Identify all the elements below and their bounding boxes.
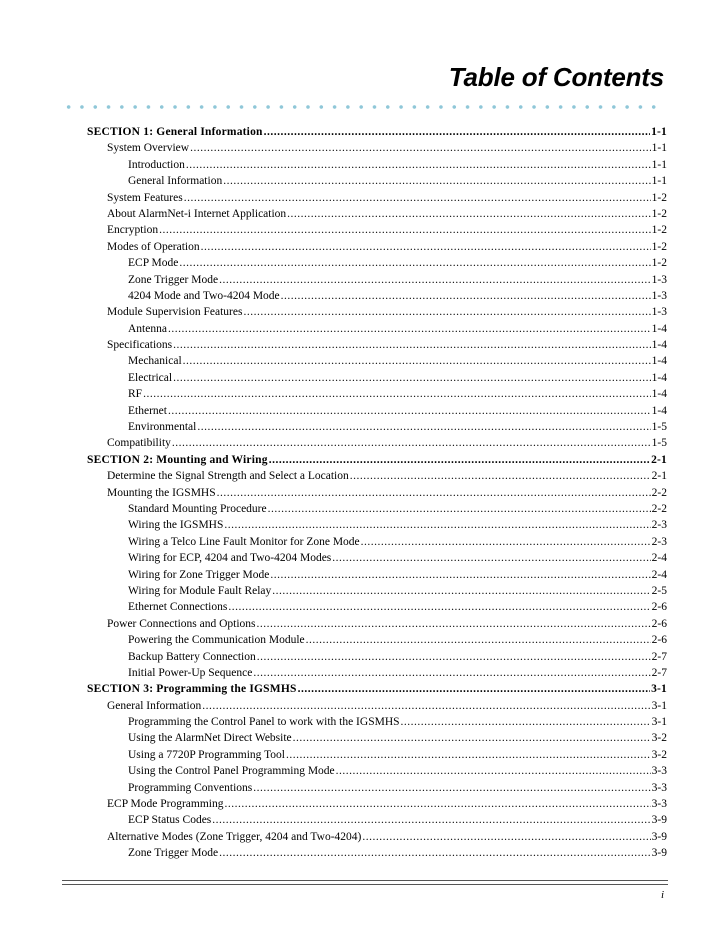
- toc-page-number: 1-4: [651, 388, 667, 401]
- toc-entry[interactable]: [87, 567, 667, 583]
- toc-entry[interactable]: [87, 780, 667, 796]
- toc-dot-leader: [168, 403, 651, 419]
- toc-entry[interactable]: [87, 321, 667, 337]
- toc-dot-leader: [172, 435, 651, 451]
- toc-entry[interactable]: [87, 272, 667, 288]
- toc-entry[interactable]: [87, 403, 667, 419]
- toc-page-number: 2-6: [651, 617, 667, 630]
- toc-entry[interactable]: [87, 337, 667, 353]
- toc-page-number: 1-4: [651, 404, 667, 417]
- toc-entry[interactable]: [87, 435, 667, 451]
- toc-dot-leader: [361, 534, 651, 550]
- toc-entry[interactable]: [87, 616, 667, 632]
- toc-entry-title: General Information: [107, 699, 202, 712]
- toc-dot-leader: [168, 321, 651, 337]
- toc-dot-leader: [270, 567, 650, 583]
- toc-entry-title: System Overview: [107, 142, 190, 155]
- toc-dot-leader: [293, 730, 651, 746]
- toc-page-number: 1-3: [651, 306, 667, 319]
- toc-section-entry[interactable]: [87, 681, 667, 697]
- toc-entry[interactable]: [87, 485, 667, 501]
- toc-entry[interactable]: [87, 370, 667, 386]
- toc-entry[interactable]: [87, 419, 667, 435]
- toc-dot-leader: [287, 206, 650, 222]
- toc-entry-title: Powering the Communication Module: [128, 634, 305, 647]
- toc-entry-title: Specifications: [107, 339, 173, 352]
- toc-entry-title: Power Connections and Options: [107, 617, 256, 630]
- toc-dot-leader: [268, 501, 651, 517]
- toc-entry-title: Ethernet Connections: [128, 601, 228, 614]
- toc-dot-leader: [281, 288, 651, 304]
- toc-entry-title: Alternative Modes (Zone Trigger, 4204 and Two-4204): [107, 830, 362, 843]
- toc-entry[interactable]: [87, 747, 667, 763]
- toc-entry-title: Mounting the IGSMHS: [107, 486, 216, 499]
- toc-entry-title: ECP Mode Programming: [107, 798, 224, 811]
- toc-page-number: 2-1: [651, 470, 667, 483]
- toc-page-number: 2-3: [651, 519, 667, 532]
- toc-dot-leader: [183, 353, 651, 369]
- toc-section-entry[interactable]: [87, 124, 667, 140]
- table-of-contents: [87, 124, 667, 862]
- toc-dot-leader: [264, 124, 650, 140]
- toc-entry[interactable]: [87, 222, 667, 238]
- toc-entry-title: RF: [128, 388, 143, 401]
- toc-entry-title: General Information: [128, 175, 223, 188]
- toc-page-number: 3-2: [651, 732, 667, 745]
- toc-entry-title: Wiring for Zone Trigger Mode: [128, 568, 270, 581]
- toc-page-number: 2-1: [651, 453, 667, 466]
- toc-dot-leader: [190, 140, 651, 156]
- toc-page-number: 2-2: [651, 486, 667, 499]
- toc-page-number: 2-6: [651, 634, 667, 647]
- toc-page-number: 1-2: [651, 257, 667, 270]
- toc-entry-title: Zone Trigger Mode: [128, 847, 219, 860]
- toc-dot-leader: [286, 747, 651, 763]
- toc-entry-title: Wiring the IGSMHS: [128, 519, 224, 532]
- toc-page-number: 2-5: [651, 584, 667, 597]
- toc-entry-title: System Features: [107, 191, 183, 204]
- toc-dot-leader: [186, 157, 651, 173]
- toc-entry[interactable]: [87, 698, 667, 714]
- toc-entry-title: ECP Status Codes: [128, 814, 212, 827]
- toc-entry-title: About AlarmNet-i Internet Application: [107, 207, 287, 220]
- toc-entry-title: Backup Battery Connection: [128, 650, 256, 663]
- toc-entry-title: Compatibility: [107, 437, 171, 450]
- toc-page-number: 1-2: [651, 207, 667, 220]
- toc-dot-leader: [173, 337, 651, 353]
- toc-entry-title: Standard Mounting Procedure: [128, 502, 267, 515]
- toc-entry[interactable]: [87, 583, 667, 599]
- toc-dot-leader: [224, 517, 650, 533]
- toc-entry-title: Zone Trigger Mode: [128, 273, 219, 286]
- toc-page-number: 1-1: [651, 158, 667, 171]
- toc-page-number: 3-3: [651, 781, 667, 794]
- toc-dot-leader: [219, 272, 651, 288]
- toc-entry-title: Determine the Signal Strength and Select a Location: [107, 470, 349, 483]
- toc-page-number: 1-4: [651, 322, 667, 335]
- toc-entry-title: Introduction: [128, 158, 185, 171]
- toc-dot-leader: [253, 780, 650, 796]
- toc-dot-leader: [269, 452, 650, 468]
- toc-page-number: 1-1: [651, 175, 667, 188]
- toc-dot-leader: [253, 665, 650, 681]
- toc-page-number: 2-7: [651, 666, 667, 679]
- toc-entry-title: Programming Conventions: [128, 781, 253, 794]
- toc-dot-leader: [228, 599, 650, 615]
- toc-dot-leader: [219, 845, 651, 861]
- footer-rule-bottom: [62, 884, 668, 885]
- toc-page-number: 2-6: [651, 601, 667, 614]
- toc-entry[interactable]: [87, 304, 667, 320]
- toc-page-number: 3-1: [651, 683, 667, 696]
- toc-dot-leader: [362, 829, 650, 845]
- toc-entry[interactable]: [87, 550, 667, 566]
- toc-page-number: 1-2: [651, 224, 667, 237]
- toc-entry-title: Encryption: [107, 224, 159, 237]
- toc-entry[interactable]: [87, 517, 667, 533]
- toc-dot-leader: [332, 550, 650, 566]
- toc-dot-leader: [173, 370, 651, 386]
- toc-entry[interactable]: [87, 386, 667, 402]
- toc-entry[interactable]: [87, 534, 667, 550]
- toc-dot-leader: [143, 386, 651, 402]
- toc-entry[interactable]: [87, 714, 667, 730]
- toc-entry[interactable]: [87, 157, 667, 173]
- toc-page-number: 1-4: [651, 339, 667, 352]
- toc-entry-title: Initial Power-Up Sequence: [128, 666, 253, 679]
- page-number: i: [660, 889, 664, 901]
- toc-entry[interactable]: [87, 829, 667, 845]
- toc-dot-leader: [336, 763, 651, 779]
- toc-page-number: 1-4: [651, 371, 667, 384]
- toc-page-number: 3-2: [651, 748, 667, 761]
- toc-page-number: 3-1: [651, 699, 667, 712]
- toc-entry[interactable]: [87, 649, 667, 665]
- toc-entry[interactable]: [87, 468, 667, 484]
- toc-page-number: 2-4: [651, 568, 667, 581]
- toc-page-number: 3-9: [651, 847, 667, 860]
- toc-entry-title: 4204 Mode and Two-4204 Mode: [128, 289, 280, 302]
- toc-entry-title: Modes of Operation: [107, 240, 200, 253]
- toc-entry[interactable]: [87, 665, 667, 681]
- toc-entry[interactable]: [87, 255, 667, 271]
- toc-page-number: 1-1: [651, 126, 667, 138]
- toc-entry-title: Ethernet: [128, 404, 167, 417]
- toc-page-number: 1-3: [651, 289, 667, 302]
- toc-dot-leader: [401, 714, 651, 730]
- toc-page-number: 1-1: [651, 142, 667, 155]
- toc-page-number: 3-9: [651, 814, 667, 827]
- toc-entry[interactable]: [87, 763, 667, 779]
- toc-dot-leader: [201, 239, 651, 255]
- toc-entry[interactable]: [87, 796, 667, 812]
- toc-page-number: 2-2: [651, 502, 667, 515]
- toc-dot-leader: [184, 190, 651, 206]
- toc-entry-title: SECTION 2: Mounting and Wiring: [87, 453, 268, 466]
- toc-entry[interactable]: [87, 812, 667, 828]
- toc-page-number: 2-7: [651, 650, 667, 663]
- toc-entry-title: Module Supervision Features: [107, 306, 243, 319]
- toc-entry-title: Using a 7720P Programming Tool: [128, 748, 286, 761]
- toc-entry[interactable]: [87, 190, 667, 206]
- toc-dot-leader: [212, 812, 650, 828]
- toc-dot-leader: [257, 649, 651, 665]
- toc-dot-leader: [272, 583, 650, 599]
- toc-dot-leader: [243, 304, 650, 320]
- toc-dot-leader: [179, 255, 650, 271]
- footer-rule-top: [62, 880, 668, 881]
- toc-dot-leader: [159, 222, 651, 238]
- toc-page-number: 1-5: [651, 437, 667, 450]
- toc-page-number: 2-4: [651, 552, 667, 565]
- toc-page-number: 1-4: [651, 355, 667, 368]
- toc-dot-leader: [223, 173, 650, 189]
- toc-page-number: 3-1: [651, 716, 667, 729]
- toc-page-number: 1-5: [651, 421, 667, 434]
- toc-entry[interactable]: [87, 599, 667, 615]
- toc-dot-leader: [306, 632, 651, 648]
- page-title: Table of Contents: [448, 62, 664, 92]
- toc-dot-leader: [298, 681, 650, 697]
- toc-entry-title: Wiring a Telco Line Fault Monitor for Zone Mode: [128, 535, 360, 548]
- toc-entry[interactable]: [87, 239, 667, 255]
- toc-dot-leader: [225, 796, 651, 812]
- toc-entry-title: Environmental: [128, 421, 197, 434]
- toc-section-entry[interactable]: [87, 452, 667, 468]
- toc-entry-title: SECTION 1: General Information: [87, 126, 263, 138]
- toc-page-number: 1-2: [651, 240, 667, 253]
- toc-entry[interactable]: [87, 353, 667, 369]
- toc-entry-title: Electrical: [128, 371, 173, 384]
- toc-entry-title: Using the AlarmNet Direct Website: [128, 732, 292, 745]
- toc-entry[interactable]: [87, 730, 667, 746]
- toc-entry-title: ECP Mode: [128, 257, 179, 270]
- toc-entry[interactable]: [87, 206, 667, 222]
- toc-dot-leader: [350, 468, 651, 484]
- toc-entry-title: Using the Control Panel Programming Mode: [128, 765, 335, 778]
- toc-entry[interactable]: [87, 140, 667, 156]
- toc-page-number: 3-9: [651, 830, 667, 843]
- toc-entry-title: Wiring for Module Fault Relay: [128, 584, 272, 597]
- toc-entry-title: Mechanical: [128, 355, 182, 368]
- toc-entry[interactable]: [87, 173, 667, 189]
- toc-page-number: 1-3: [651, 273, 667, 286]
- dotted-divider: [62, 104, 662, 110]
- toc-entry-title: SECTION 3: Programming the IGSMHS: [87, 683, 297, 696]
- toc-entry-title: Antenna: [128, 322, 167, 335]
- toc-page-number: 3-3: [651, 765, 667, 778]
- toc-entry[interactable]: [87, 845, 667, 861]
- toc-dot-leader: [197, 419, 650, 435]
- toc-entry[interactable]: [87, 501, 667, 517]
- toc-entry[interactable]: [87, 288, 667, 304]
- toc-dot-leader: [202, 698, 650, 714]
- toc-page-number: 1-2: [651, 191, 667, 204]
- toc-dot-leader: [217, 485, 651, 501]
- toc-dot-leader: [257, 616, 651, 632]
- toc-page-number: 2-3: [651, 535, 667, 548]
- toc-page-number: 3-3: [651, 798, 667, 811]
- toc-entry[interactable]: [87, 632, 667, 648]
- toc-entry-title: Programming the Control Panel to work with the IGSMHS: [128, 716, 400, 729]
- toc-entry-title: Wiring for ECP, 4204 and Two-4204 Modes: [128, 552, 332, 565]
